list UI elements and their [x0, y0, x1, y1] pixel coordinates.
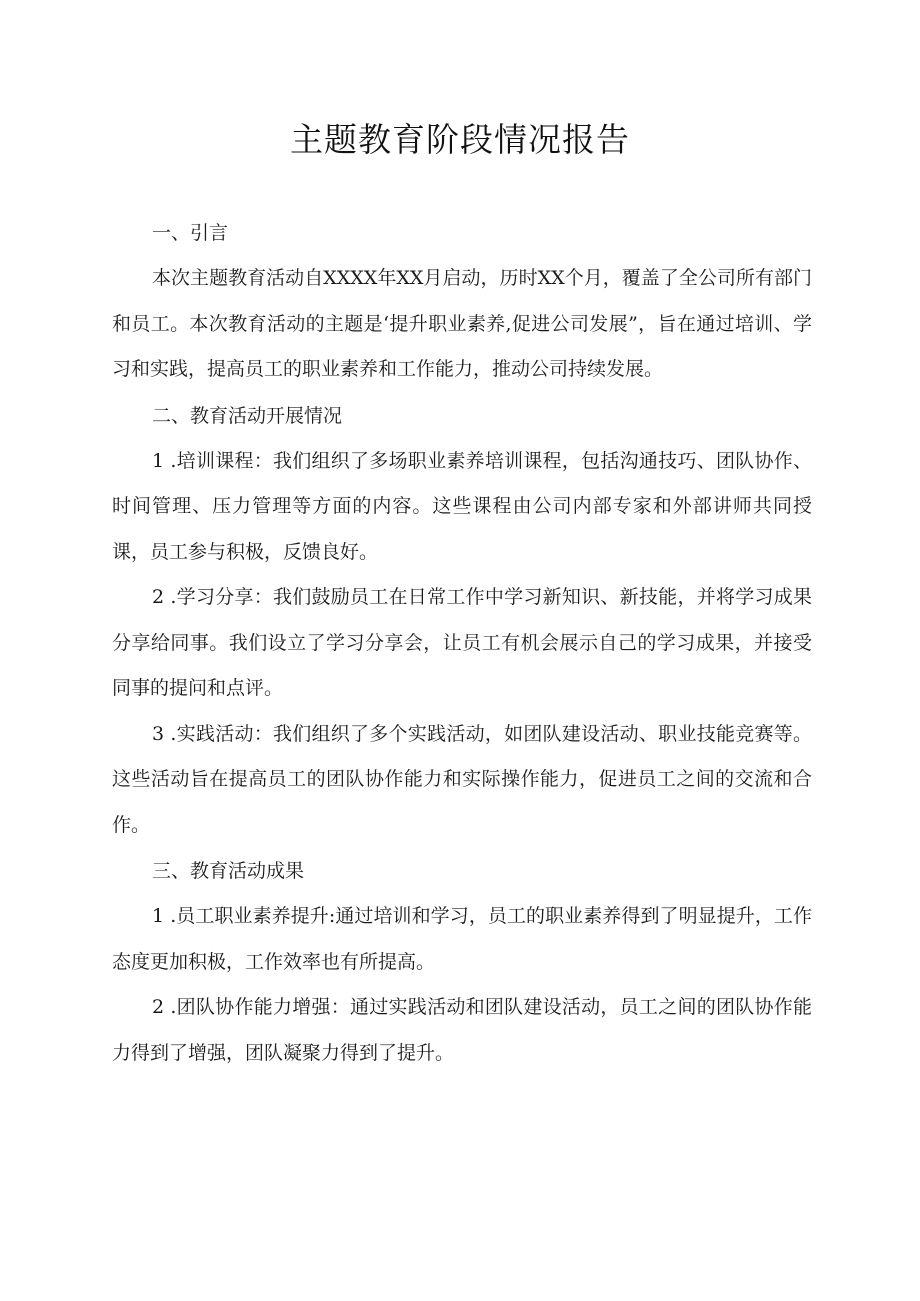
section-heading-activities: 二、教育活动开展情况: [152, 404, 343, 427]
section-heading-introduction: 一、引言: [152, 222, 229, 244]
paragraph-learning-sharing: 2 .学习分享：我们鼓励员工在日常工作中学习新知识、新技能，并将学习成果分享给同事。我们设立了学习分享会，让员工有机会展示自己的学习成果，并接受同事的提问和点评。: [112, 586, 812, 699]
paragraph-training-courses: 1 .培训课程：我们组织了多场职业素养培训课程，包括沟通技巧、团队协作、时间管理、压力管理等方面的内容。这些课程由公司内部专家和外部讲师共同授课，员工参与积极，反馈良好。: [112, 449, 812, 563]
paragraph-practice-activities: 3 .实践活动：我们组织了多个实践活动，如团队建设活动、职业技能竞赛等。这些活动旨在提高员工的团队协作能力和实际操作能力，促进员工之间的交流和合作。: [112, 722, 812, 836]
section-heading-results: 三、教育活动成果: [152, 860, 305, 882]
document-title: 主题教育阶段情况报告: [290, 120, 630, 159]
paragraph-professional-quality: 1 .员工职业素养提升:通过培训和学习，员工的职业素养得到了明显提升，工作态度更加积极，工作效率也有所提高。: [112, 905, 812, 973]
paragraph-teamwork: 2 .团队协作能力增强：通过实践活动和团队建设活动，员工之间的团队协作能力得到了增强，团队凝聚力得到了提升。: [112, 996, 812, 1064]
document-body: [112, 210, 812, 1076]
paragraph-introduction: 本次主题教育活动自XXXX年XX月启动，历时XX个月，覆盖了全公司所有部门和员工。本次教育活动的主题是‘提升职业素养,促进公司发展”，旨在通过培训、学习和实践，提高员工的职业素养和工作能力，推动公司持续发展。: [112, 267, 812, 380]
